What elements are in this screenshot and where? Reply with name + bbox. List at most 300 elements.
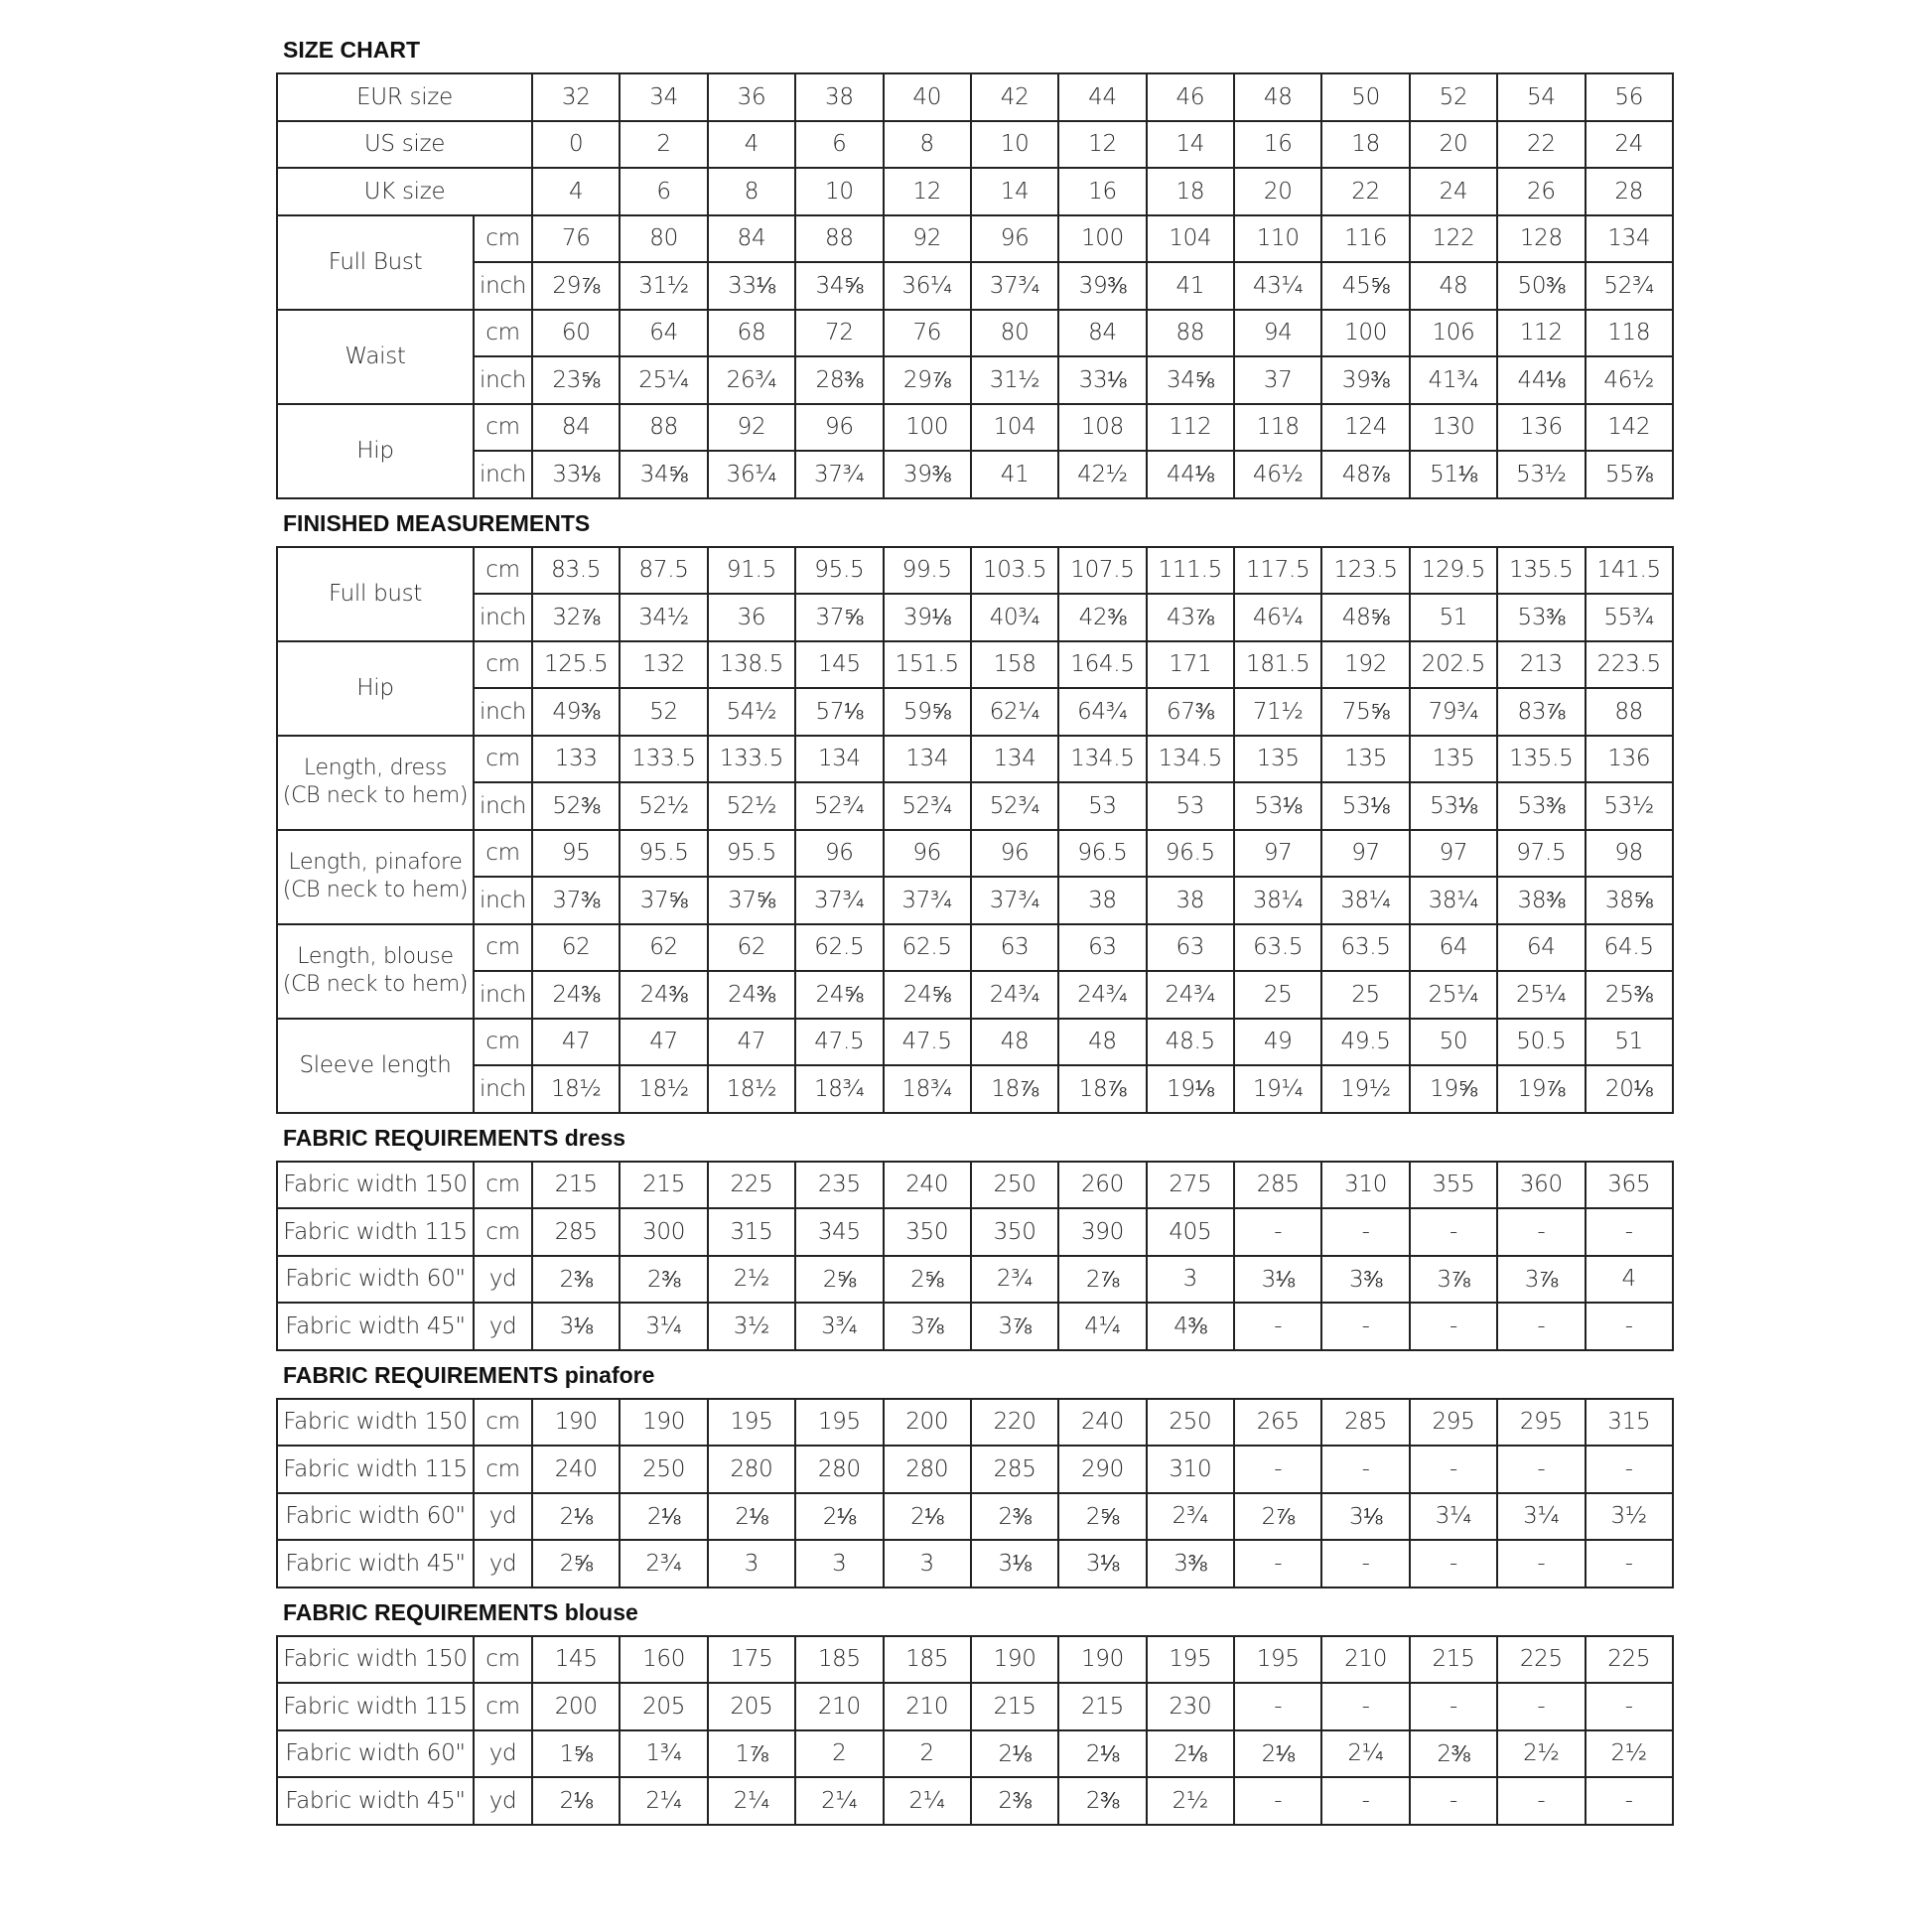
unit-cell: yd	[474, 1540, 532, 1587]
value-cell: 12	[884, 168, 971, 215]
value-cell: 19⅝	[1410, 1065, 1497, 1113]
fabric-width-label: Fabric width 45"	[277, 1540, 474, 1587]
value-cell: -	[1586, 1446, 1673, 1493]
value-cell: 215	[620, 1162, 707, 1209]
value-cell: 2¼	[620, 1777, 707, 1825]
table-row	[277, 1683, 1673, 1730]
value-cell: 2¾	[1147, 1493, 1234, 1541]
value-cell: 3⅛	[1321, 1493, 1409, 1541]
value-cell: 142	[1586, 404, 1673, 452]
table-row	[277, 310, 1673, 357]
unit-cell: inch	[474, 262, 532, 310]
value-cell: 112	[1147, 404, 1234, 452]
value-cell: 18⅞	[1058, 1065, 1146, 1113]
value-cell: 100	[884, 404, 971, 452]
value-cell: 2½	[708, 1256, 795, 1304]
value-cell: 94	[1234, 310, 1321, 357]
value-cell: 39⅜	[1321, 356, 1409, 404]
section-title-finished-measurements: FINISHED MEASUREMENTS	[283, 509, 591, 536]
value-cell: 99.5	[884, 547, 971, 595]
value-cell: 44⅛	[1497, 356, 1585, 404]
value-cell: 2	[620, 121, 707, 169]
value-cell: -	[1410, 1683, 1497, 1730]
value-cell: 34⅝	[795, 262, 883, 310]
value-cell: 285	[1321, 1399, 1409, 1447]
value-cell: 92	[884, 215, 971, 263]
value-cell: 345	[795, 1208, 883, 1256]
value-cell: -	[1497, 1540, 1585, 1587]
value-cell: 55⅞	[1586, 451, 1673, 498]
value-cell: 46¼	[1234, 594, 1321, 641]
value-cell: -	[1497, 1446, 1585, 1493]
value-cell: 22	[1497, 121, 1585, 169]
value-cell: 37¾	[795, 877, 883, 924]
value-cell: 195	[708, 1399, 795, 1447]
value-cell: 24⅝	[795, 971, 883, 1019]
value-cell: 41	[1147, 262, 1234, 310]
measurement-label	[277, 215, 474, 310]
value-cell: 3¾	[795, 1303, 883, 1350]
value-cell: 52	[1410, 73, 1497, 121]
value-cell: 210	[1321, 1636, 1409, 1684]
value-cell: -	[1497, 1303, 1585, 1350]
value-cell: -	[1321, 1446, 1409, 1493]
value-cell: 52	[620, 688, 707, 736]
value-cell: 98	[1586, 830, 1673, 878]
fabric-width-label: Fabric width 115	[277, 1683, 474, 1730]
value-cell: -	[1321, 1208, 1409, 1256]
value-cell: 215	[1410, 1636, 1497, 1684]
value-cell: 38¼	[1234, 877, 1321, 924]
measurement-label-line1: Full Bust	[328, 249, 423, 275]
unit-cell: yd	[474, 1303, 532, 1350]
value-cell: 290	[1058, 1446, 1146, 1493]
value-cell: 3½	[1586, 1493, 1673, 1541]
value-cell: 51	[1586, 1019, 1673, 1066]
value-cell: 95.5	[795, 547, 883, 595]
value-cell: 300	[620, 1208, 707, 1256]
unit-cell: yd	[474, 1730, 532, 1778]
value-cell: 2⅛	[708, 1493, 795, 1541]
value-cell: 33⅛	[1058, 356, 1146, 404]
value-cell: 38¼	[1410, 877, 1497, 924]
unit-cell: cm	[474, 1399, 532, 1447]
section-title-fabric-dress: FABRIC REQUIREMENTS dress	[283, 1124, 626, 1151]
table-row	[277, 1730, 1673, 1778]
value-cell: 37⅝	[620, 877, 707, 924]
value-cell: 50⅜	[1497, 262, 1585, 310]
value-cell: 390	[1058, 1208, 1146, 1256]
value-cell: 136	[1497, 404, 1585, 452]
value-cell: 47	[708, 1019, 795, 1066]
value-cell: -	[1586, 1303, 1673, 1350]
value-cell: 260	[1058, 1162, 1146, 1209]
table-row	[277, 688, 1673, 736]
value-cell: 76	[884, 310, 971, 357]
value-cell: 2¼	[795, 1777, 883, 1825]
value-cell: 295	[1497, 1399, 1585, 1447]
value-cell: 3⅛	[1058, 1540, 1146, 1587]
value-cell: 48⅞	[1321, 451, 1409, 498]
value-cell: 39⅜	[1058, 262, 1146, 310]
value-cell: 33⅛	[708, 262, 795, 310]
value-cell: 88	[1586, 688, 1673, 736]
value-cell: 49⅜	[532, 688, 620, 736]
value-cell: 87.5	[620, 547, 707, 595]
value-cell: 63.5	[1234, 924, 1321, 972]
value-cell: 200	[884, 1399, 971, 1447]
value-cell: 2⅛	[1147, 1730, 1234, 1778]
value-cell: 31½	[971, 356, 1058, 404]
value-cell: 8	[884, 121, 971, 169]
value-cell: 285	[971, 1446, 1058, 1493]
value-cell: 225	[1586, 1636, 1673, 1684]
section-title-size-chart: SIZE CHART	[283, 37, 420, 63]
value-cell: 2⅜	[532, 1256, 620, 1304]
value-cell: 63	[1058, 924, 1146, 972]
value-cell: 24⅜	[532, 971, 620, 1019]
value-cell: -	[1234, 1540, 1321, 1587]
value-cell: 4	[1586, 1256, 1673, 1304]
value-cell: 88	[795, 215, 883, 263]
value-cell: -	[1586, 1208, 1673, 1256]
value-cell: 192	[1321, 641, 1409, 689]
measurement-label-line1: Length, pinafore	[288, 850, 463, 875]
unit-cell: cm	[474, 1019, 532, 1066]
value-cell: 2⅜	[620, 1256, 707, 1304]
value-cell: 2⅜	[1410, 1730, 1497, 1778]
value-cell: 96	[884, 830, 971, 878]
value-cell: 53½	[1586, 782, 1673, 830]
value-cell: 29⅞	[532, 262, 620, 310]
value-cell: 32⅞	[532, 594, 620, 641]
value-cell: 18⅞	[971, 1065, 1058, 1113]
value-cell: 360	[1497, 1162, 1585, 1209]
fabric-width-label: Fabric width 115	[277, 1446, 474, 1493]
value-cell: 71½	[1234, 688, 1321, 736]
value-cell: 3⅜	[1321, 1256, 1409, 1304]
value-cell: 4	[532, 168, 620, 215]
value-cell: 80	[620, 215, 707, 263]
value-cell: 62	[532, 924, 620, 972]
unit-cell: inch	[474, 782, 532, 830]
value-cell: 52¾	[795, 782, 883, 830]
value-cell: 134	[971, 736, 1058, 783]
value-cell: 223.5	[1586, 641, 1673, 689]
value-cell: 44	[1058, 73, 1146, 121]
measurement-label	[277, 547, 474, 641]
value-cell: 225	[708, 1162, 795, 1209]
value-cell: 34½	[620, 594, 707, 641]
value-cell: 37¾	[971, 877, 1058, 924]
value-cell: 2⅛	[1234, 1730, 1321, 1778]
value-cell: 60	[532, 310, 620, 357]
table-row	[277, 1399, 1673, 1447]
value-cell: 38⅝	[1586, 877, 1673, 924]
value-cell: 96	[971, 830, 1058, 878]
value-cell: 2⅛	[971, 1730, 1058, 1778]
fabric-width-label: Fabric width 60"	[277, 1493, 474, 1541]
value-cell: -	[1586, 1540, 1673, 1587]
value-cell: 36	[708, 594, 795, 641]
value-cell: 34⅝	[620, 451, 707, 498]
value-cell: 195	[1147, 1636, 1234, 1684]
table-row	[277, 1303, 1673, 1350]
value-cell: 83.5	[532, 547, 620, 595]
value-cell: -	[1410, 1777, 1497, 1825]
value-cell: 24⅜	[708, 971, 795, 1019]
value-cell: 62.5	[884, 924, 971, 972]
value-cell: 350	[971, 1208, 1058, 1256]
value-cell: 38	[1147, 877, 1234, 924]
value-cell: 62	[620, 924, 707, 972]
value-cell: 51⅛	[1410, 451, 1497, 498]
value-cell: 128	[1497, 215, 1585, 263]
value-cell: -	[1497, 1683, 1585, 1730]
value-cell: 8	[708, 168, 795, 215]
value-cell: 64	[1410, 924, 1497, 972]
value-cell: 36¼	[884, 262, 971, 310]
value-cell: 19⅛	[1147, 1065, 1234, 1113]
value-cell: 50	[1410, 1019, 1497, 1066]
value-cell: 47.5	[884, 1019, 971, 1066]
value-cell: 24⅜	[620, 971, 707, 1019]
value-cell: 310	[1321, 1162, 1409, 1209]
value-cell: 44⅛	[1147, 451, 1234, 498]
value-cell: 315	[708, 1208, 795, 1256]
value-cell: 24¾	[971, 971, 1058, 1019]
value-cell: -	[1321, 1777, 1409, 1825]
value-cell: 52¾	[971, 782, 1058, 830]
value-cell: 134	[884, 736, 971, 783]
size-chart-table	[276, 72, 1674, 499]
value-cell: 117.5	[1234, 547, 1321, 595]
value-cell: 3⅜	[1147, 1540, 1234, 1587]
value-cell: 53⅜	[1497, 594, 1585, 641]
fabric-width-label: Fabric width 45"	[277, 1777, 474, 1825]
value-cell: 19⅞	[1497, 1065, 1585, 1113]
value-cell: 53⅛	[1234, 782, 1321, 830]
value-cell: 84	[532, 404, 620, 452]
value-cell: -	[1234, 1777, 1321, 1825]
unit-cell: cm	[474, 1446, 532, 1493]
value-cell: 64.5	[1586, 924, 1673, 972]
value-cell: 29⅞	[884, 356, 971, 404]
value-cell: 16	[1058, 168, 1146, 215]
unit-cell: cm	[474, 736, 532, 783]
value-cell: 136	[1586, 736, 1673, 783]
measurement-label	[277, 924, 474, 1019]
value-cell: 350	[884, 1208, 971, 1256]
value-cell: -	[1234, 1683, 1321, 1730]
value-cell: 38	[795, 73, 883, 121]
value-cell: 37¾	[884, 877, 971, 924]
table-row	[277, 404, 1673, 452]
value-cell: 10	[795, 168, 883, 215]
value-cell: 107.5	[1058, 547, 1146, 595]
value-cell: 104	[971, 404, 1058, 452]
value-cell: -	[1410, 1446, 1497, 1493]
value-cell: 42	[971, 73, 1058, 121]
value-cell: 25¼	[620, 356, 707, 404]
value-cell: 25¼	[1497, 971, 1585, 1019]
value-cell: 210	[795, 1683, 883, 1730]
value-cell: 51	[1410, 594, 1497, 641]
value-cell: 18½	[620, 1065, 707, 1113]
value-cell: 23⅝	[532, 356, 620, 404]
value-cell: 14	[971, 168, 1058, 215]
value-cell: 215	[1058, 1683, 1146, 1730]
value-cell: 195	[1234, 1636, 1321, 1684]
table-row	[277, 1540, 1673, 1587]
value-cell: 62	[708, 924, 795, 972]
fabric-width-label: Fabric width 60"	[277, 1256, 474, 1304]
value-cell: 34⅝	[1147, 356, 1234, 404]
value-cell: 2⅛	[532, 1493, 620, 1541]
value-cell: 3	[884, 1540, 971, 1587]
value-cell: 2⅜	[971, 1493, 1058, 1541]
value-cell: 18¾	[795, 1065, 883, 1113]
value-cell: -	[1321, 1540, 1409, 1587]
value-cell: 129.5	[1410, 547, 1497, 595]
value-cell: 205	[620, 1683, 707, 1730]
value-cell: 3⅞	[884, 1303, 971, 1350]
value-cell: 3¼	[1410, 1493, 1497, 1541]
value-cell: 18½	[532, 1065, 620, 1113]
value-cell: 45⅝	[1321, 262, 1409, 310]
value-cell: 83⅞	[1497, 688, 1585, 736]
value-cell: 64¾	[1058, 688, 1146, 736]
value-cell: 47.5	[795, 1019, 883, 1066]
value-cell: 52⅜	[532, 782, 620, 830]
size-label: EUR size	[277, 73, 532, 121]
value-cell: 28	[1586, 168, 1673, 215]
value-cell: 160	[620, 1636, 707, 1684]
value-cell: -	[1586, 1683, 1673, 1730]
value-cell: -	[1497, 1208, 1585, 1256]
value-cell: 14	[1147, 121, 1234, 169]
value-cell: 2⅞	[1234, 1493, 1321, 1541]
value-cell: 2½	[1497, 1730, 1585, 1778]
table-row	[277, 168, 1673, 215]
value-cell: 48⅝	[1321, 594, 1409, 641]
value-cell: 31½	[620, 262, 707, 310]
value-cell: 280	[795, 1446, 883, 1493]
value-cell: 37⅝	[708, 877, 795, 924]
value-cell: 96	[795, 830, 883, 878]
unit-cell: inch	[474, 688, 532, 736]
fabric-width-label: Fabric width 150	[277, 1162, 474, 1209]
value-cell: 100	[1058, 215, 1146, 263]
value-cell: 97	[1410, 830, 1497, 878]
value-cell: 12	[1058, 121, 1146, 169]
value-cell: 54½	[708, 688, 795, 736]
value-cell: -	[1234, 1303, 1321, 1350]
value-cell: 33⅛	[532, 451, 620, 498]
value-cell: 3¼	[620, 1303, 707, 1350]
unit-cell: cm	[474, 641, 532, 689]
value-cell: -	[1410, 1303, 1497, 1350]
value-cell: 135	[1321, 736, 1409, 783]
table-row	[277, 121, 1673, 169]
table-row	[277, 641, 1673, 689]
value-cell: 2¾	[620, 1540, 707, 1587]
value-cell: 37	[1234, 356, 1321, 404]
value-cell: -	[1497, 1777, 1585, 1825]
table-row	[277, 1162, 1673, 1209]
table-row	[277, 547, 1673, 595]
value-cell: 96.5	[1058, 830, 1146, 878]
value-cell: 84	[1058, 310, 1146, 357]
value-cell: 40¾	[971, 594, 1058, 641]
value-cell: 164.5	[1058, 641, 1146, 689]
value-cell: 190	[1058, 1636, 1146, 1684]
value-cell: 215	[532, 1162, 620, 1209]
value-cell: 135	[1234, 736, 1321, 783]
value-cell: 24¾	[1058, 971, 1146, 1019]
value-cell: 190	[620, 1399, 707, 1447]
value-cell: 2	[795, 1730, 883, 1778]
value-cell: 37¾	[795, 451, 883, 498]
value-cell: 6	[795, 121, 883, 169]
value-cell: 2¼	[1321, 1730, 1409, 1778]
value-cell: 0	[532, 121, 620, 169]
value-cell: 25	[1234, 971, 1321, 1019]
value-cell: 52½	[620, 782, 707, 830]
value-cell: 2⅜	[971, 1777, 1058, 1825]
value-cell: 2⅛	[884, 1493, 971, 1541]
value-cell: 25¼	[1410, 971, 1497, 1019]
value-cell: 135.5	[1497, 736, 1585, 783]
value-cell: 28⅜	[795, 356, 883, 404]
table-row	[277, 1446, 1673, 1493]
table-row	[277, 1493, 1673, 1541]
value-cell: 295	[1410, 1399, 1497, 1447]
size-label: UK size	[277, 168, 532, 215]
value-cell: 48	[971, 1019, 1058, 1066]
value-cell: 64	[620, 310, 707, 357]
value-cell: 132	[620, 641, 707, 689]
value-cell: 19¼	[1234, 1065, 1321, 1113]
unit-cell: cm	[474, 1162, 532, 1209]
section-title-fabric-blouse: FABRIC REQUIREMENTS blouse	[283, 1598, 638, 1625]
value-cell: 3⅞	[1410, 1256, 1497, 1304]
value-cell: 97	[1321, 830, 1409, 878]
value-cell: 96	[971, 215, 1058, 263]
value-cell: 2½	[1586, 1730, 1673, 1778]
unit-cell: cm	[474, 1636, 532, 1684]
value-cell: 40	[884, 73, 971, 121]
value-cell: 76	[532, 215, 620, 263]
value-cell: 1¾	[620, 1730, 707, 1778]
unit-cell: cm	[474, 215, 532, 263]
value-cell: 53⅛	[1321, 782, 1409, 830]
measurement-label	[277, 404, 474, 498]
value-cell: 200	[532, 1683, 620, 1730]
table-row	[277, 1256, 1673, 1304]
value-cell: 36¼	[708, 451, 795, 498]
value-cell: 145	[532, 1636, 620, 1684]
value-cell: -	[1321, 1303, 1409, 1350]
value-cell: 2⅝	[884, 1256, 971, 1304]
table-row	[277, 1019, 1673, 1066]
value-cell: 46½	[1586, 356, 1673, 404]
value-cell: 53	[1147, 782, 1234, 830]
value-cell: 49.5	[1321, 1019, 1409, 1066]
value-cell: 32	[532, 73, 620, 121]
table-row	[277, 782, 1673, 830]
unit-cell: inch	[474, 1065, 532, 1113]
